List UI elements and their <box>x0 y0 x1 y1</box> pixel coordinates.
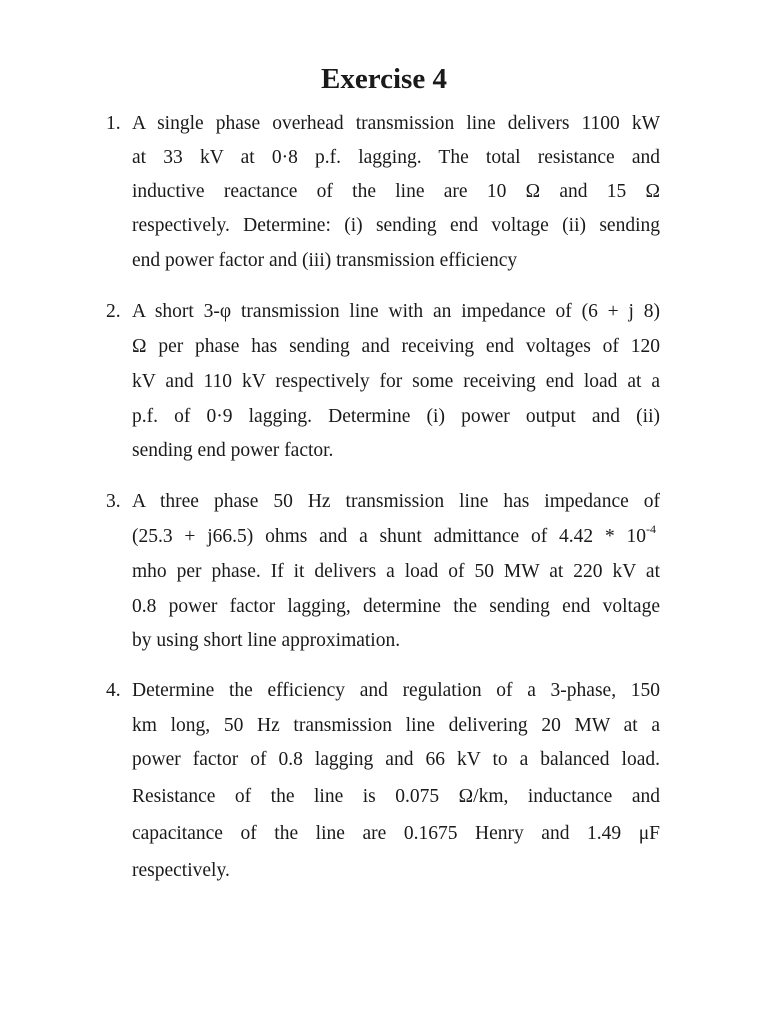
page-title: Exercise 4 <box>321 63 447 95</box>
exercise-text-line: mho per phase. If it delivers a load of 50 MW at 220 kV at <box>132 561 660 582</box>
exercise-text-line: km long, 50 Hz transmission line delivering 20 MW at a <box>132 715 660 736</box>
exercise-text-line: inductive reactance of the line are 10 Ω and 15 Ω <box>132 181 660 202</box>
exercise-text-line: capacitance of the line are 0.1675 Henry and 1.49 μF <box>132 823 660 844</box>
exercise-text-line: at 33 kV at 0·8 p.f. lagging. The total resistance and <box>132 147 660 168</box>
exercise-text-line: A single phase overhead transmission line delivers 1100 kW <box>132 113 660 134</box>
exercise-text-line: kV and 110 kV respectively for some receiving end load at a <box>132 371 660 392</box>
exercise-text-line: end power factor and (iii) transmission efficiency <box>132 250 518 271</box>
exercise-text-line: power factor of 0.8 lagging and 66 kV to a balanced load. <box>132 749 660 770</box>
exercise-number: 3. <box>106 491 121 512</box>
exercise-text-line-with-exponent <box>132 521 660 550</box>
exercise-text-line: A three phase 50 Hz transmission line has impedance of <box>132 491 660 512</box>
exercise-text-line: 0.8 power factor lagging, determine the sending end voltage <box>132 596 660 617</box>
exercise-text-line: respectively. Determine: (i) sending end voltage (ii) sending <box>132 215 660 236</box>
exercise-text-line: Resistance of the line is 0.075 Ω/km, inductance and <box>132 786 660 807</box>
exercise-text-line: p.f. of 0·9 lagging. Determine (i) power output and (ii) <box>132 406 660 427</box>
exercise-number: 4. <box>106 680 121 701</box>
exercise-text-line: Ω per phase has sending and receiving end voltages of 120 <box>132 336 660 357</box>
exercise-number: 2. <box>106 301 121 322</box>
exercise-text-line: (25.3 + j66.5) ohms and a shunt admittance of 4.42 * 10 <box>132 526 646 547</box>
exercise-text-line: A short 3-φ transmission line with an impedance of (6 + j 8) <box>132 301 660 322</box>
exponent: -4 <box>646 521 656 536</box>
exercise-number: 1. <box>106 113 121 134</box>
exercise-text-line: by using short line approximation. <box>132 630 401 651</box>
exercise-text-line: sending end power factor. <box>132 440 334 461</box>
exercise-text-line: Determine the efficiency and regulation of a 3-phase, 150 <box>132 680 660 701</box>
exercise-text-line: respectively. <box>132 860 230 881</box>
